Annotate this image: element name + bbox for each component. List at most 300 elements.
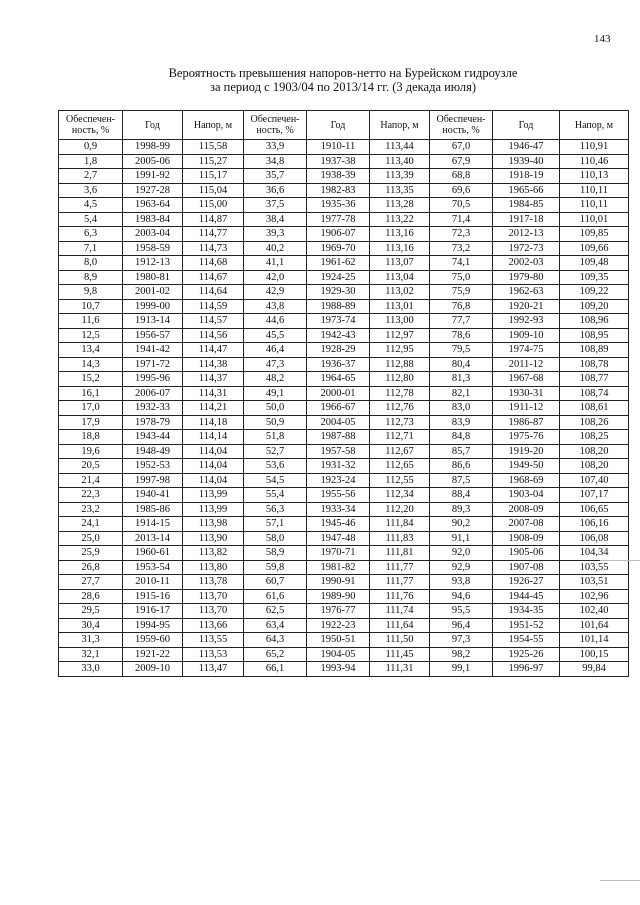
table-cell: 1954-55: [493, 633, 560, 648]
table-cell: 60,7: [244, 575, 307, 590]
table-cell: 1980-81: [123, 270, 183, 285]
table-cell: 1944-45: [493, 589, 560, 604]
table-cell: 107,40: [560, 473, 629, 488]
table-cell: 1948-49: [123, 444, 183, 459]
table-header: [59, 111, 629, 140]
column-header: Напор, м: [370, 111, 430, 140]
table-cell: 8,0: [59, 256, 123, 271]
column-header: Обеспечен-ность, %: [59, 111, 123, 140]
table-cell: 1921-22: [123, 647, 183, 662]
table-cell: 1969-70: [307, 241, 370, 256]
table-cell: 94,6: [430, 589, 493, 604]
table-cell: 112,73: [370, 415, 430, 430]
table-cell: 113,16: [370, 241, 430, 256]
table-cell: 1940-41: [123, 488, 183, 503]
table-cell: 23,2: [59, 502, 123, 517]
table-cell: 1951-52: [493, 618, 560, 633]
table-cell: 30,4: [59, 618, 123, 633]
table-cell: 1905-06: [493, 546, 560, 561]
table-cell: 1912-13: [123, 256, 183, 271]
table-cell: 114,04: [183, 459, 244, 474]
table-cell: 114,68: [183, 256, 244, 271]
table-cell: 20,5: [59, 459, 123, 474]
table-cell: 1950-51: [307, 633, 370, 648]
table-cell: 114,87: [183, 212, 244, 227]
table-row: [59, 488, 629, 503]
table-cell: 2,7: [59, 169, 123, 184]
table-cell: 1997-98: [123, 473, 183, 488]
table-cell: 1995-96: [123, 372, 183, 387]
title-line-2: за период с 1903/04 по 2013/14 гг. (3 декада июля): [210, 80, 476, 94]
table-row: [59, 633, 629, 648]
table-cell: 1914-15: [123, 517, 183, 532]
table-cell: 112,71: [370, 430, 430, 445]
table-cell: 112,55: [370, 473, 430, 488]
table-cell: 1975-76: [493, 430, 560, 445]
table-cell: 102,96: [560, 589, 629, 604]
table-cell: 110,13: [560, 169, 629, 184]
table-cell: 1925-26: [493, 647, 560, 662]
table-cell: 61,6: [244, 589, 307, 604]
column-header: Год: [123, 111, 183, 140]
table-cell: 111,31: [370, 662, 430, 677]
table-cell: 108,95: [560, 328, 629, 343]
table-cell: 1952-53: [123, 459, 183, 474]
table-cell: 2007-08: [493, 517, 560, 532]
table-cell: 114,18: [183, 415, 244, 430]
table-cell: 2004-05: [307, 415, 370, 430]
table-cell: 67,0: [430, 140, 493, 155]
table-row: [59, 473, 629, 488]
table-cell: 1935-36: [307, 198, 370, 213]
table-cell: 1998-99: [123, 140, 183, 155]
table-cell: 1985-86: [123, 502, 183, 517]
table-cell: 112,67: [370, 444, 430, 459]
table-cell: 108,20: [560, 444, 629, 459]
table-row: [59, 183, 629, 198]
title-line-1: Вероятность превышения напоров-нетто на Бурейском гидроузле: [168, 66, 518, 80]
table-cell: 109,35: [560, 270, 629, 285]
table-cell: 84,8: [430, 430, 493, 445]
table-cell: 85,7: [430, 444, 493, 459]
table-cell: 1967-68: [493, 372, 560, 387]
table-cell: 1987-88: [307, 430, 370, 445]
table-cell: 52,7: [244, 444, 307, 459]
table-cell: 1973-74: [307, 314, 370, 329]
table-cell: 110,11: [560, 183, 629, 198]
table-cell: 1929-30: [307, 285, 370, 300]
table-cell: 29,5: [59, 604, 123, 619]
table-cell: 1984-85: [493, 198, 560, 213]
table-cell: 1922-23: [307, 618, 370, 633]
table-cell: 64,3: [244, 633, 307, 648]
table-cell: 101,14: [560, 633, 629, 648]
table-cell: 114,21: [183, 401, 244, 416]
table-cell: 1923-24: [307, 473, 370, 488]
table-row: [59, 314, 629, 329]
table-cell: 1964-65: [307, 372, 370, 387]
table-cell: 96,4: [430, 618, 493, 633]
table-cell: 112,34: [370, 488, 430, 503]
table-cell: 1903-04: [493, 488, 560, 503]
table-cell: 114,59: [183, 299, 244, 314]
table-cell: 98,2: [430, 647, 493, 662]
table-cell: 1989-90: [307, 589, 370, 604]
table-cell: 1934-35: [493, 604, 560, 619]
page-title: [58, 66, 628, 94]
table-cell: 26,8: [59, 560, 123, 575]
table-cell: 2010-11: [123, 575, 183, 590]
table-cell: 17,0: [59, 401, 123, 416]
table-cell: 42,0: [244, 270, 307, 285]
table-cell: 81,3: [430, 372, 493, 387]
table-cell: 74,1: [430, 256, 493, 271]
table-cell: 54,5: [244, 473, 307, 488]
table-cell: 97,3: [430, 633, 493, 648]
table-cell: 99,1: [430, 662, 493, 677]
table-cell: 1970-71: [307, 546, 370, 561]
table-row: [59, 604, 629, 619]
table-cell: 0,9: [59, 140, 123, 155]
table-cell: 2011-12: [493, 357, 560, 372]
table-cell: 1931-32: [307, 459, 370, 474]
table-cell: 72,3: [430, 227, 493, 242]
table-cell: 1928-29: [307, 343, 370, 358]
table-cell: 68,8: [430, 169, 493, 184]
table-cell: 114,31: [183, 386, 244, 401]
table-row: [59, 140, 629, 155]
table-cell: 78,6: [430, 328, 493, 343]
table-row: [59, 531, 629, 546]
table-cell: 110,01: [560, 212, 629, 227]
table-cell: 53,6: [244, 459, 307, 474]
table-cell: 1926-27: [493, 575, 560, 590]
table-cell: 113,28: [370, 198, 430, 213]
table-cell: 92,0: [430, 546, 493, 561]
table-row: [59, 285, 629, 300]
table-cell: 1972-73: [493, 241, 560, 256]
table-cell: 32,1: [59, 647, 123, 662]
table-cell: 2002-03: [493, 256, 560, 271]
table-cell: 1990-91: [307, 575, 370, 590]
table-row: [59, 241, 629, 256]
table-cell: 24,1: [59, 517, 123, 532]
table-row: [59, 343, 629, 358]
table-cell: 2000-01: [307, 386, 370, 401]
table-row: [59, 575, 629, 590]
table-cell: 115,58: [183, 140, 244, 155]
table-cell: 10,7: [59, 299, 123, 314]
table-cell: 90,2: [430, 517, 493, 532]
table-row: [59, 430, 629, 445]
table-cell: 109,85: [560, 227, 629, 242]
table-cell: 15,2: [59, 372, 123, 387]
table-cell: 62,5: [244, 604, 307, 619]
table-cell: 111,77: [370, 575, 430, 590]
table-cell: 113,78: [183, 575, 244, 590]
table-row: [59, 227, 629, 242]
table-cell: 1915-16: [123, 589, 183, 604]
table-row: [59, 401, 629, 416]
table-cell: 86,6: [430, 459, 493, 474]
table-cell: 1978-79: [123, 415, 183, 430]
table-cell: 49,1: [244, 386, 307, 401]
table-cell: 40,2: [244, 241, 307, 256]
column-header: Обеспечен-ность, %: [244, 111, 307, 140]
table-cell: 75,0: [430, 270, 493, 285]
table-cell: 1920-21: [493, 299, 560, 314]
table-cell: 92,9: [430, 560, 493, 575]
table-cell: 110,46: [560, 154, 629, 169]
table-cell: 12,5: [59, 328, 123, 343]
table-cell: 22,3: [59, 488, 123, 503]
table-cell: 113,90: [183, 531, 244, 546]
table-cell: 1910-11: [307, 140, 370, 155]
table-row: [59, 502, 629, 517]
table-cell: 103,51: [560, 575, 629, 590]
table-cell: 25,0: [59, 531, 123, 546]
table-cell: 114,56: [183, 328, 244, 343]
table-cell: 21,4: [59, 473, 123, 488]
table-cell: 109,48: [560, 256, 629, 271]
table-cell: 1966-67: [307, 401, 370, 416]
table-cell: 101,64: [560, 618, 629, 633]
table-row: [59, 256, 629, 271]
table-cell: 108,26: [560, 415, 629, 430]
table-cell: 1959-60: [123, 633, 183, 648]
table-row: [59, 299, 629, 314]
table-cell: 1994-95: [123, 618, 183, 633]
table-cell: 28,6: [59, 589, 123, 604]
table-cell: 2009-10: [123, 662, 183, 677]
table-cell: 80,4: [430, 357, 493, 372]
table-cell: 13,4: [59, 343, 123, 358]
table-cell: 114,64: [183, 285, 244, 300]
table-cell: 57,1: [244, 517, 307, 532]
table-cell: 114,57: [183, 314, 244, 329]
page-number: 143: [594, 33, 611, 45]
table-cell: 112,65: [370, 459, 430, 474]
table-cell: 1936-37: [307, 357, 370, 372]
table-cell: 1941-42: [123, 343, 183, 358]
table-cell: 111,74: [370, 604, 430, 619]
column-header: Напор, м: [183, 111, 244, 140]
table-cell: 109,20: [560, 299, 629, 314]
table-cell: 1953-54: [123, 560, 183, 575]
table-cell: 1963-64: [123, 198, 183, 213]
table-cell: 1979-80: [493, 270, 560, 285]
table-cell: 1937-38: [307, 154, 370, 169]
table-cell: 46,4: [244, 343, 307, 358]
table-cell: 113,44: [370, 140, 430, 155]
table-cell: 77,7: [430, 314, 493, 329]
table-cell: 113,98: [183, 517, 244, 532]
table-cell: 1961-62: [307, 256, 370, 271]
table-cell: 1917-18: [493, 212, 560, 227]
table-cell: 1993-94: [307, 662, 370, 677]
table-cell: 1981-82: [307, 560, 370, 575]
table-cell: 17,9: [59, 415, 123, 430]
table-cell: 113,00: [370, 314, 430, 329]
table-cell: 27,7: [59, 575, 123, 590]
table-cell: 1976-77: [307, 604, 370, 619]
table-cell: 1962-63: [493, 285, 560, 300]
table-cell: 1906-07: [307, 227, 370, 242]
scan-edge-mark: [600, 560, 640, 561]
table-cell: 114,04: [183, 473, 244, 488]
table-cell: 1911-12: [493, 401, 560, 416]
table-cell: 112,88: [370, 357, 430, 372]
table-cell: 1916-17: [123, 604, 183, 619]
table-cell: 99,84: [560, 662, 629, 677]
table-cell: 1991-92: [123, 169, 183, 184]
table-row: [59, 546, 629, 561]
table-cell: 45,5: [244, 328, 307, 343]
table-row: [59, 357, 629, 372]
table-cell: 73,2: [430, 241, 493, 256]
table-cell: 111,77: [370, 560, 430, 575]
table-cell: 111,83: [370, 531, 430, 546]
table-row: [59, 662, 629, 677]
table-cell: 114,67: [183, 270, 244, 285]
table-cell: 109,66: [560, 241, 629, 256]
table-cell: 91,1: [430, 531, 493, 546]
table-cell: 70,5: [430, 198, 493, 213]
table-cell: 55,4: [244, 488, 307, 503]
table-cell: 102,40: [560, 604, 629, 619]
table-cell: 3,6: [59, 183, 123, 198]
table-cell: 1992-93: [493, 314, 560, 329]
table-cell: 48,2: [244, 372, 307, 387]
table-cell: 1942-43: [307, 328, 370, 343]
table-row: [59, 415, 629, 430]
table-cell: 108,89: [560, 343, 629, 358]
table-cell: 51,8: [244, 430, 307, 445]
table-cell: 113,99: [183, 502, 244, 517]
table-cell: 35,7: [244, 169, 307, 184]
table-cell: 25,9: [59, 546, 123, 561]
column-header: Год: [307, 111, 370, 140]
table-cell: 112,76: [370, 401, 430, 416]
table-cell: 50,0: [244, 401, 307, 416]
table-cell: 1965-66: [493, 183, 560, 198]
table-cell: 38,4: [244, 212, 307, 227]
table-cell: 89,3: [430, 502, 493, 517]
table-row: [59, 169, 629, 184]
table-cell: 113,82: [183, 546, 244, 561]
table-cell: 1956-57: [123, 328, 183, 343]
table-cell: 111,76: [370, 589, 430, 604]
table-cell: 113,07: [370, 256, 430, 271]
table-cell: 34,8: [244, 154, 307, 169]
table-cell: 8,9: [59, 270, 123, 285]
table-cell: 4,5: [59, 198, 123, 213]
column-header: Напор, м: [560, 111, 629, 140]
table-cell: 1909-10: [493, 328, 560, 343]
table-cell: 2013-14: [123, 531, 183, 546]
table-cell: 65,2: [244, 647, 307, 662]
table-cell: 1960-61: [123, 546, 183, 561]
table-cell: 31,3: [59, 633, 123, 648]
column-header: Год: [493, 111, 560, 140]
table-cell: 16,1: [59, 386, 123, 401]
table-cell: 113,02: [370, 285, 430, 300]
table-cell: 76,8: [430, 299, 493, 314]
table-cell: 107,17: [560, 488, 629, 503]
table-cell: 11,6: [59, 314, 123, 329]
table-cell: 14,3: [59, 357, 123, 372]
table-cell: 1927-28: [123, 183, 183, 198]
table-cell: 63,4: [244, 618, 307, 633]
table-cell: 33,0: [59, 662, 123, 677]
table-cell: 111,64: [370, 618, 430, 633]
table-cell: 106,16: [560, 517, 629, 532]
table-cell: 113,04: [370, 270, 430, 285]
table-cell: 113,70: [183, 604, 244, 619]
table-row: [59, 328, 629, 343]
table-row: [59, 618, 629, 633]
table-cell: 115,00: [183, 198, 244, 213]
table-cell: 106,65: [560, 502, 629, 517]
table-cell: 1945-46: [307, 517, 370, 532]
table-cell: 1907-08: [493, 560, 560, 575]
table-cell: 113,80: [183, 560, 244, 575]
table-cell: 1930-31: [493, 386, 560, 401]
table-cell: 1908-09: [493, 531, 560, 546]
table-cell: 108,77: [560, 372, 629, 387]
table-cell: 39,3: [244, 227, 307, 242]
table-cell: 58,0: [244, 531, 307, 546]
table-cell: 112,78: [370, 386, 430, 401]
table-cell: 114,37: [183, 372, 244, 387]
table-cell: 1924-25: [307, 270, 370, 285]
table-cell: 2005-06: [123, 154, 183, 169]
table-cell: 2003-04: [123, 227, 183, 242]
table-cell: 112,97: [370, 328, 430, 343]
table-cell: 2001-02: [123, 285, 183, 300]
header-row: [59, 111, 629, 140]
table-cell: 66,1: [244, 662, 307, 677]
table-cell: 108,78: [560, 357, 629, 372]
table-cell: 1904-05: [307, 647, 370, 662]
table-cell: 1938-39: [307, 169, 370, 184]
table-cell: 1918-19: [493, 169, 560, 184]
table-cell: 112,20: [370, 502, 430, 517]
table-row: [59, 647, 629, 662]
table-cell: 1971-72: [123, 357, 183, 372]
table-cell: 109,22: [560, 285, 629, 300]
table-cell: 1955-56: [307, 488, 370, 503]
table-cell: 106,08: [560, 531, 629, 546]
table-cell: 110,91: [560, 140, 629, 155]
table-cell: 1957-58: [307, 444, 370, 459]
table-row: [59, 517, 629, 532]
table-cell: 79,5: [430, 343, 493, 358]
table-cell: 2006-07: [123, 386, 183, 401]
table-body: [59, 140, 629, 677]
table-cell: 44,6: [244, 314, 307, 329]
table-cell: 1977-78: [307, 212, 370, 227]
table-row: [59, 372, 629, 387]
table-row: [59, 459, 629, 474]
table-cell: 112,80: [370, 372, 430, 387]
table-cell: 2012-13: [493, 227, 560, 242]
table-cell: 41,1: [244, 256, 307, 271]
table-cell: 113,40: [370, 154, 430, 169]
table-cell: 7,1: [59, 241, 123, 256]
table-cell: 75,9: [430, 285, 493, 300]
table-cell: 110,11: [560, 198, 629, 213]
